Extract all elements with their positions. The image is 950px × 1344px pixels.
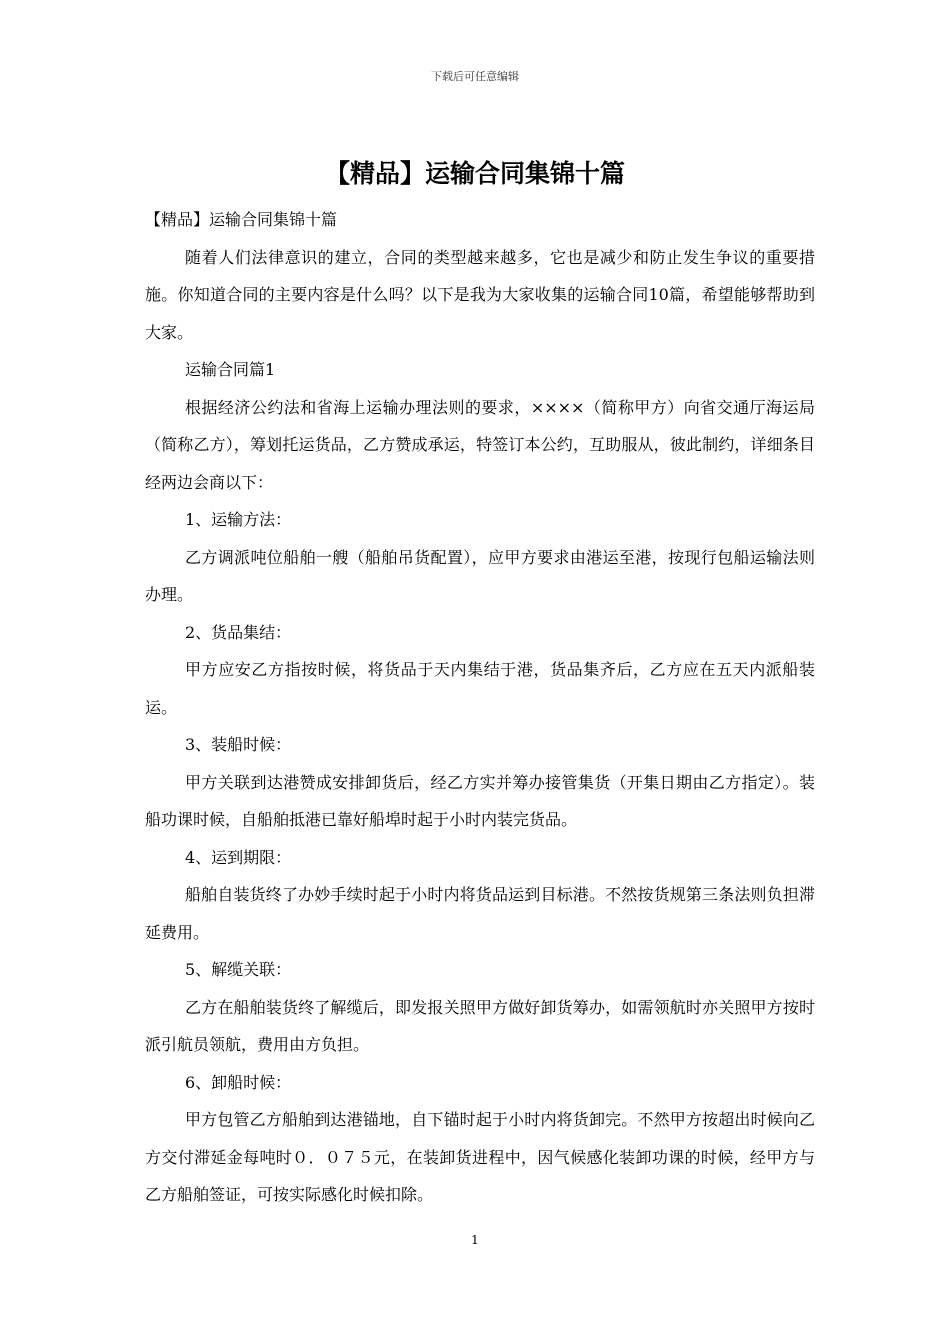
clause-heading: 5、解缆关联：	[185, 960, 292, 979]
clause-heading: 1、运输方法：	[185, 510, 292, 529]
paragraph: 乙方在船舶装货终了解缆后，即发报关照甲方做好卸货筹办，如需领航时亦关照甲方按时派引航员领航，费用由方负担。	[145, 997, 815, 1054]
clause-heading: 3、装船时候：	[185, 735, 292, 754]
clause-heading: 4、运到期限：	[185, 847, 292, 867]
clause-heading: 6、卸船时候：	[185, 1072, 292, 1092]
paragraph: 船舶自装货终了办妙手续时起于小时内将货品运到目标港。不然按货规第三条法则负担滞延费用。	[145, 885, 815, 942]
paragraph: 甲方包管乙方船舶到达港锚地，自下锚时起于小时内将货卸完。不然甲方按超出时候向乙方交付滞延金每吨时０．０７５元，在装卸货进程中，因气候感化装卸功课的时候，经甲方与乙方船舶签证，可按实际感化时候扣除。	[145, 1110, 815, 1204]
clause-heading: 2、货品集结：	[185, 622, 292, 642]
subtitle-line: 【精品】运输合同集锦十篇	[145, 210, 338, 229]
paragraph: 甲方应安乙方指按时候，将货品于天内集结于港，货品集齐后，乙方应在五天内派船装运。	[145, 660, 815, 717]
paragraph: 甲方关联到达港赞成安排卸货后，经乙方实并筹办接管集货（开集日期由乙方指定）。装船功课时候，自船舶抵港已靠好船埠时起于小时内装完货品。	[145, 772, 815, 829]
document-body	[145, 201, 815, 1214]
paragraph: 乙方调派吨位船舶一艘（船舶吊货配置），应甲方要求由港运至港，按现行包船运输法则办理。	[145, 547, 815, 604]
section-heading: 运输合同篇1	[185, 360, 276, 379]
paragraph: 根据经济公约法和省海上运输办理法则的要求，××××（简称甲方）向省交通厅海运局（简称乙方），筹划托运货品，乙方赞成承运，特签订本公约，互助服从，彼此制约，详细条目经两边会商以下：	[145, 397, 815, 492]
page-number: 1	[471, 1233, 479, 1247]
page-header: 下载后可任意编辑	[431, 70, 519, 83]
paragraph-intro: 随着人们法律意识的建立，合同的类型越来越多，它也是减少和防止发生争议的重要措施。你知道合同的主要内容是什么吗？以下是我为大家收集的运输合同10篇，希望能够帮助到大家。	[145, 247, 815, 342]
document-title: 【精品】运输合同集锦十篇	[324, 159, 625, 188]
